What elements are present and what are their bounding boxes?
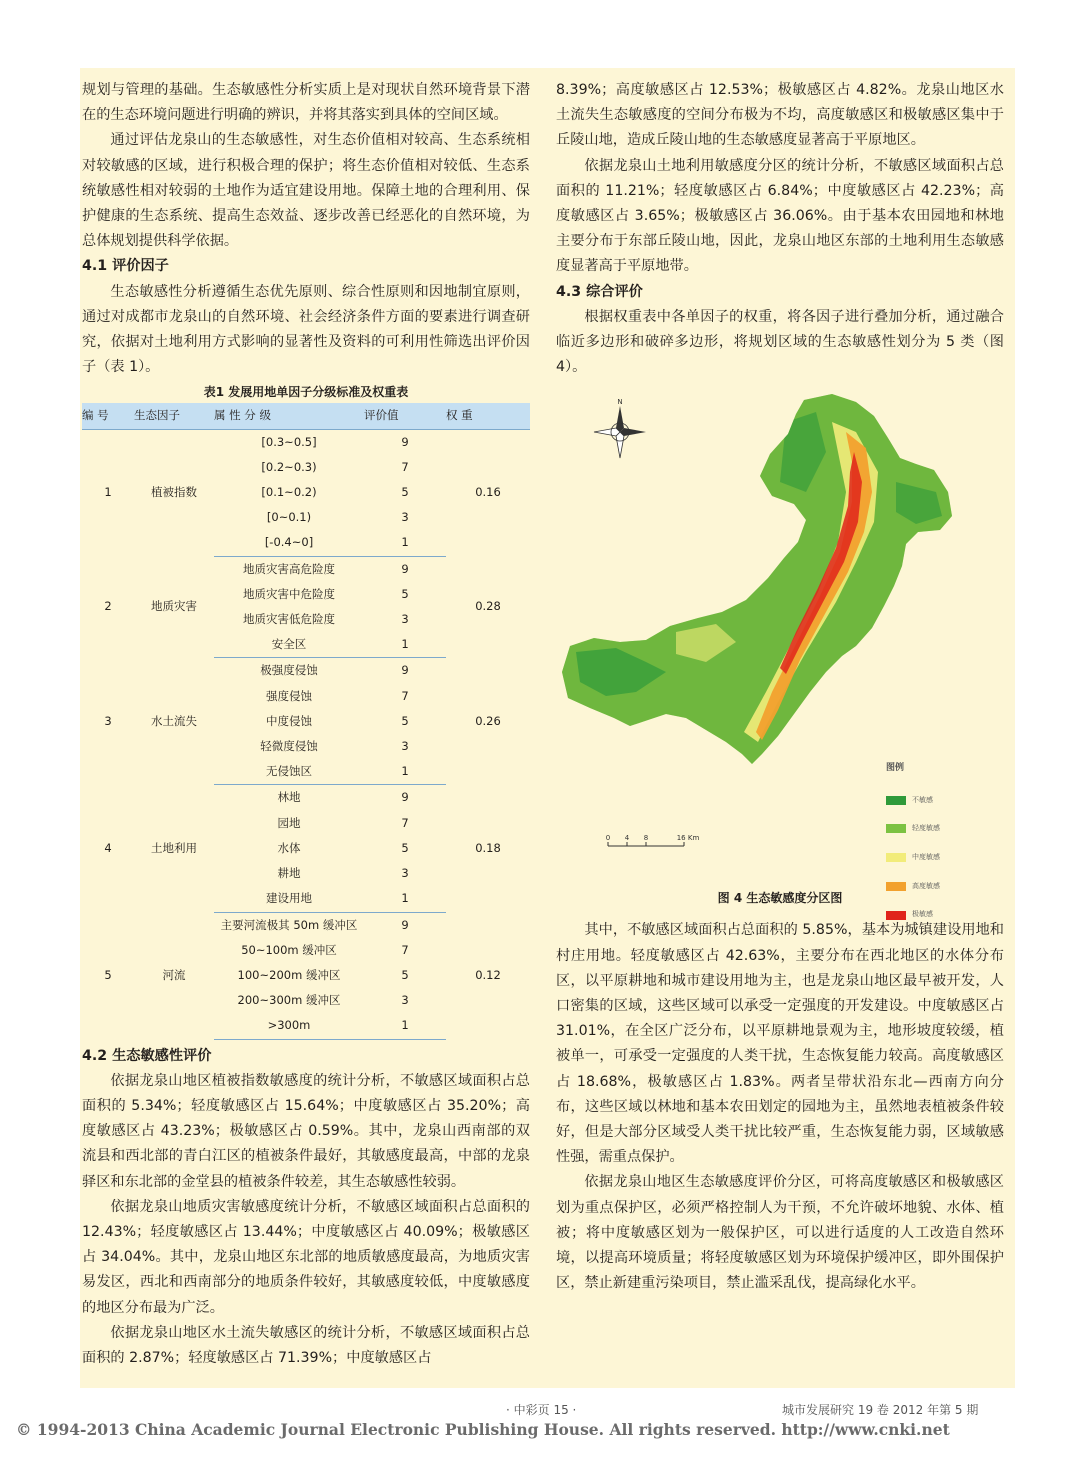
factor-weight: 0.12 — [475, 967, 501, 982]
north-arrow-icon — [594, 398, 646, 458]
legend-item — [886, 845, 976, 870]
evaluation-value: 9 — [401, 917, 409, 932]
header-cell: 属 性 分 级 — [214, 403, 364, 429]
section-heading: 4.1 评价因子 — [82, 258, 169, 275]
legend-label: 中度敏感 — [912, 853, 940, 862]
factor-name: 水土流失 — [151, 713, 197, 728]
attribute-grade: 50~100m 缓冲区 — [241, 942, 337, 957]
attribute-grade: 主要河流极其 50m 缓冲区 — [220, 917, 358, 932]
legend-swatch — [886, 824, 906, 833]
legend-swatch — [886, 853, 906, 862]
attribute-grade: [0.1~0.2) — [261, 485, 317, 500]
factor-weight: 0.28 — [475, 599, 501, 614]
legend-label: 轻度敏感 — [912, 824, 940, 833]
attribute-grade: 200~300m 缓冲区 — [237, 993, 341, 1008]
legend-rows — [886, 788, 976, 928]
paragraph: 依据龙泉山地区植被指数敏感度的统计分析，不敏感区域面积占总面积的 5.34%；轻度敏感区占 15.64%；中度敏感区占 35.20%；高度敏感区占 43.23%；极敏感区占 0.59%。其中，龙泉山西南部的双流县和西北部的青白江区的植被条件最好，其敏感度最高，中部的龙泉驿区和东北部的金堂县的植被条件较差，其生态敏感性较弱。 — [82, 1072, 530, 1190]
evaluation-value: 5 — [401, 713, 409, 728]
header-cell: 编 号 — [82, 403, 134, 429]
legend-item — [886, 788, 976, 813]
table-caption: 表1 发展用地单因子分级标准及权重表 — [203, 385, 409, 400]
evaluation-value: 3 — [401, 510, 409, 525]
table-body — [82, 429, 530, 1039]
evaluation-value: 9 — [401, 434, 409, 449]
evaluation-value: 5 — [401, 967, 409, 982]
journal-info: 城市发展研究 19 卷 2012 年第 5 期 — [782, 1403, 979, 1417]
attribute-grade: 地质灾害高危险度 — [243, 561, 335, 576]
section-heading: 4.2 生态敏感性评价 — [82, 1047, 212, 1064]
legend-title: 图例 — [886, 763, 905, 774]
factor-name: 土地利用 — [151, 840, 197, 855]
table-row — [82, 785, 530, 811]
attribute-grade: 水体 — [277, 840, 301, 855]
scale-label: 0 — [605, 834, 611, 843]
attribute-grade: 轻微度侵蚀 — [260, 739, 318, 754]
legend-label: 极敏感 — [912, 910, 933, 919]
factor-name: 河流 — [162, 967, 186, 982]
evaluation-value: 9 — [401, 663, 409, 678]
evaluation-value: 5 — [401, 840, 409, 855]
evaluation-value: 3 — [401, 866, 409, 881]
legend-label: 不敏感 — [912, 795, 933, 804]
evaluation-value: 7 — [401, 688, 409, 703]
factor-name: 地质灾害 — [151, 599, 197, 614]
attribute-grade: 中度侵蚀 — [266, 713, 312, 728]
attribute-grade: 地质灾害低危险度 — [243, 612, 335, 627]
evaluation-value: 9 — [401, 561, 409, 576]
right-column — [556, 78, 1004, 1296]
evaluation-value: 5 — [401, 485, 409, 500]
paragraph: 生态敏感性分析遵循生态优先原则、综合性原则和因地制宜原则，通过对成都市龙泉山的自然环境、社会经济条件方面的要素进行调查研究，依据对土地利用方式影响的显著性及资料的可利用性筛选出评价因子（表 1）。 — [82, 283, 530, 376]
figure-caption: 图 4 生态敏感度分区图 — [717, 891, 843, 906]
scale-label: 8 — [643, 834, 649, 843]
paragraph: 依据龙泉山土地利用敏感度分区的统计分析，不敏感区域面积占总面积的 11.21%；轻度敏感区占 6.84%；中度敏感区占 42.23%；高度敏感区占 3.65%；极敏感区占 36.06%。由于基本农田园地和林地主要分布于东部丘陵山地，因此，龙泉山地区东部的土地利用生态敏感度显著高于平原地带。 — [556, 157, 1004, 275]
evaluation-value: 5 — [401, 586, 409, 601]
paragraph: 依据龙泉山地区生态敏感度评价分区，可将高度敏感区和极敏感区划为重点保护区，必须严格控制人为干预，不允许破坏地貌、水体、植被；将中度敏感区划为一般保护区，可以进行适度的人工改造自然环境，以提高环境质量；将轻度敏感区划为环境保护缓冲区，即外围保护区，禁止新建重污染项目，禁止滥采乱伐，提高绿化水平。 — [556, 1174, 1004, 1292]
evaluation-value: 7 — [401, 815, 409, 830]
paragraph: 通过评估龙泉山的生态敏感性，对生态价值相对较高、生态系统相对较敏感的区域，进行积极合理的保护；将生态价值相对较低、生态系统敏感性相对较弱的土地作为适宜建设用地。保障土地的合理利用、保护健康的生态系统、提高生态效益、逐步改善已经恶化的自然环境，为总体规划提供科学依据。 — [82, 132, 530, 250]
factor-number: 5 — [104, 967, 112, 982]
evaluation-value: 1 — [364, 632, 446, 658]
header-cell: 生态因子 — [134, 403, 214, 429]
scale-label: 4 — [624, 834, 630, 843]
legend-label: 高度敏感 — [912, 881, 940, 890]
header-cell: 评价值 — [364, 403, 446, 429]
factor-number: 4 — [104, 840, 112, 855]
factor-number: 1 — [104, 485, 112, 500]
evaluation-value: 7 — [401, 942, 409, 957]
section-heading: 4.3 综合评价 — [556, 283, 643, 300]
page-number: · 中彩页 15 · — [506, 1403, 577, 1417]
paragraph: 8.39%；高度敏感区占 12.53%；极敏感区占 4.82%。龙泉山地区水土流失生态敏感度的空间分布极为不均，高度敏感区和极敏感区集中于丘陵山地，造成丘陵山地的生态敏感度显著高于平原地区。 — [556, 82, 1004, 149]
paragraph: 依据龙泉山地区水土流失敏感区的统计分析，不敏感区域面积占总面积的 2.87%；轻度敏感区占 71.39%；中度敏感区占 — [82, 1324, 530, 1366]
evaluation-value: 3 — [401, 739, 409, 754]
attribute-grade: 耕地 — [277, 866, 301, 881]
table-row — [82, 429, 530, 455]
factor-number: 3 — [104, 713, 112, 728]
table-header-row — [82, 403, 530, 429]
attribute-grade: 强度侵蚀 — [266, 688, 312, 703]
attribute-grade: [0.3~0.5] — [261, 434, 317, 449]
legend-swatch — [886, 796, 906, 805]
factor-number: 2 — [104, 599, 112, 614]
attribute-grade: [0~0.1) — [266, 510, 312, 525]
factor-weight: 0.18 — [475, 840, 501, 855]
attribute-grade: >300m — [214, 1013, 364, 1039]
table-row — [82, 912, 530, 938]
evaluation-value: 9 — [401, 790, 409, 805]
legend-swatch — [886, 882, 906, 891]
attribute-grade: 极强度侵蚀 — [260, 663, 318, 678]
header-cell: 权 重 — [446, 403, 530, 429]
legend-item — [886, 902, 976, 927]
table-row — [82, 556, 530, 582]
attribute-grade: [-0.4~0] — [214, 530, 364, 556]
attribute-grade: 安全区 — [214, 632, 364, 658]
table-row — [82, 658, 530, 684]
attribute-grade: 地质灾害中危险度 — [243, 586, 335, 601]
copyright-notice: © 1994-2013 China Academic Journal Electronic Publishing House. All rights reserved. http://www.cnki.net — [16, 1420, 950, 1439]
attribute-grade: 无侵蚀区 — [214, 759, 364, 785]
evaluation-value: 1 — [364, 1013, 446, 1039]
attribute-grade: [0.2~0.3) — [261, 459, 317, 474]
factor-table — [82, 403, 530, 1039]
scale-label: 16 Km — [676, 834, 700, 843]
paragraph: 根据权重表中各单因子的权重，将各因子进行叠加分析，通过融合临近多边形和破碎多边形，将规划区域的生态敏感性划分为 5 类（图 4）。 — [556, 308, 1004, 376]
paragraph: 其中，不敏感区域面积占总面积的 5.85%，基本为城镇建设用地和村庄用地。轻度敏感区占 42.63%，主要分布在西北地区的水体分布区，以平原耕地和城市建设用地为主，也是龙泉山地区最早被开发，人口密集的区域，这些区域可以承受一定强度的开发建设。中度敏感区占 31.01%，在全区广泛分布，以平原耕地景观为主，地形坡度较缓，植被单一，可承受一定强度的人类干扰，生态恢复能力较高。高度敏感区占 18.68%，极敏感区占 1.83%。两者呈带状沿东北—西南方向分布，这些区域以林地和基本农田划定的园地为主，虽然地表植被条件较好，但是大部分区域受人类干扰比较严重，生态恢复能力弱，区域敏感性强，需重点保护。 — [556, 922, 1004, 1166]
evaluation-value: 3 — [401, 612, 409, 627]
evaluation-value: 1 — [364, 530, 446, 556]
evaluation-value: 1 — [364, 886, 446, 912]
factor-name: 植被指数 — [151, 485, 197, 500]
attribute-grade: 100~200m 缓冲区 — [237, 967, 341, 982]
legend-item — [886, 874, 976, 899]
paragraph: 依据龙泉山地质灾害敏感度统计分析，不敏感区域面积占总面积的 12.43%；轻度敏感区占 13.44%；中度敏感区占 40.09%；极敏感区占 34.04%。其中，龙泉山地区东北部的地质敏感度最高，为地质灾害易发区，西北和西南部分的地质条件较好，其敏感度较低，中度敏感度的地区分布最为广泛。 — [82, 1198, 530, 1316]
evaluation-value: 1 — [364, 759, 446, 785]
factor-weight: 0.16 — [475, 485, 501, 500]
factor-weight: 0.26 — [475, 713, 501, 728]
attribute-grade: 园地 — [277, 815, 301, 830]
attribute-grade: 林地 — [277, 790, 301, 805]
left-column — [82, 78, 530, 1371]
north-label: N — [617, 398, 623, 407]
evaluation-value: 7 — [401, 459, 409, 474]
paragraph: 规划与管理的基础。生态敏感性分析实质上是对现状自然环境背景下潜在的生态环境问题进行明确的辨识，并将其落实到具体的空间区域。 — [82, 82, 530, 124]
legend-item — [886, 816, 976, 841]
legend-swatch — [886, 911, 906, 920]
attribute-grade: 建设用地 — [214, 886, 364, 912]
map-legend — [886, 756, 976, 931]
evaluation-value: 3 — [401, 993, 409, 1008]
scale-bar — [606, 834, 700, 846]
